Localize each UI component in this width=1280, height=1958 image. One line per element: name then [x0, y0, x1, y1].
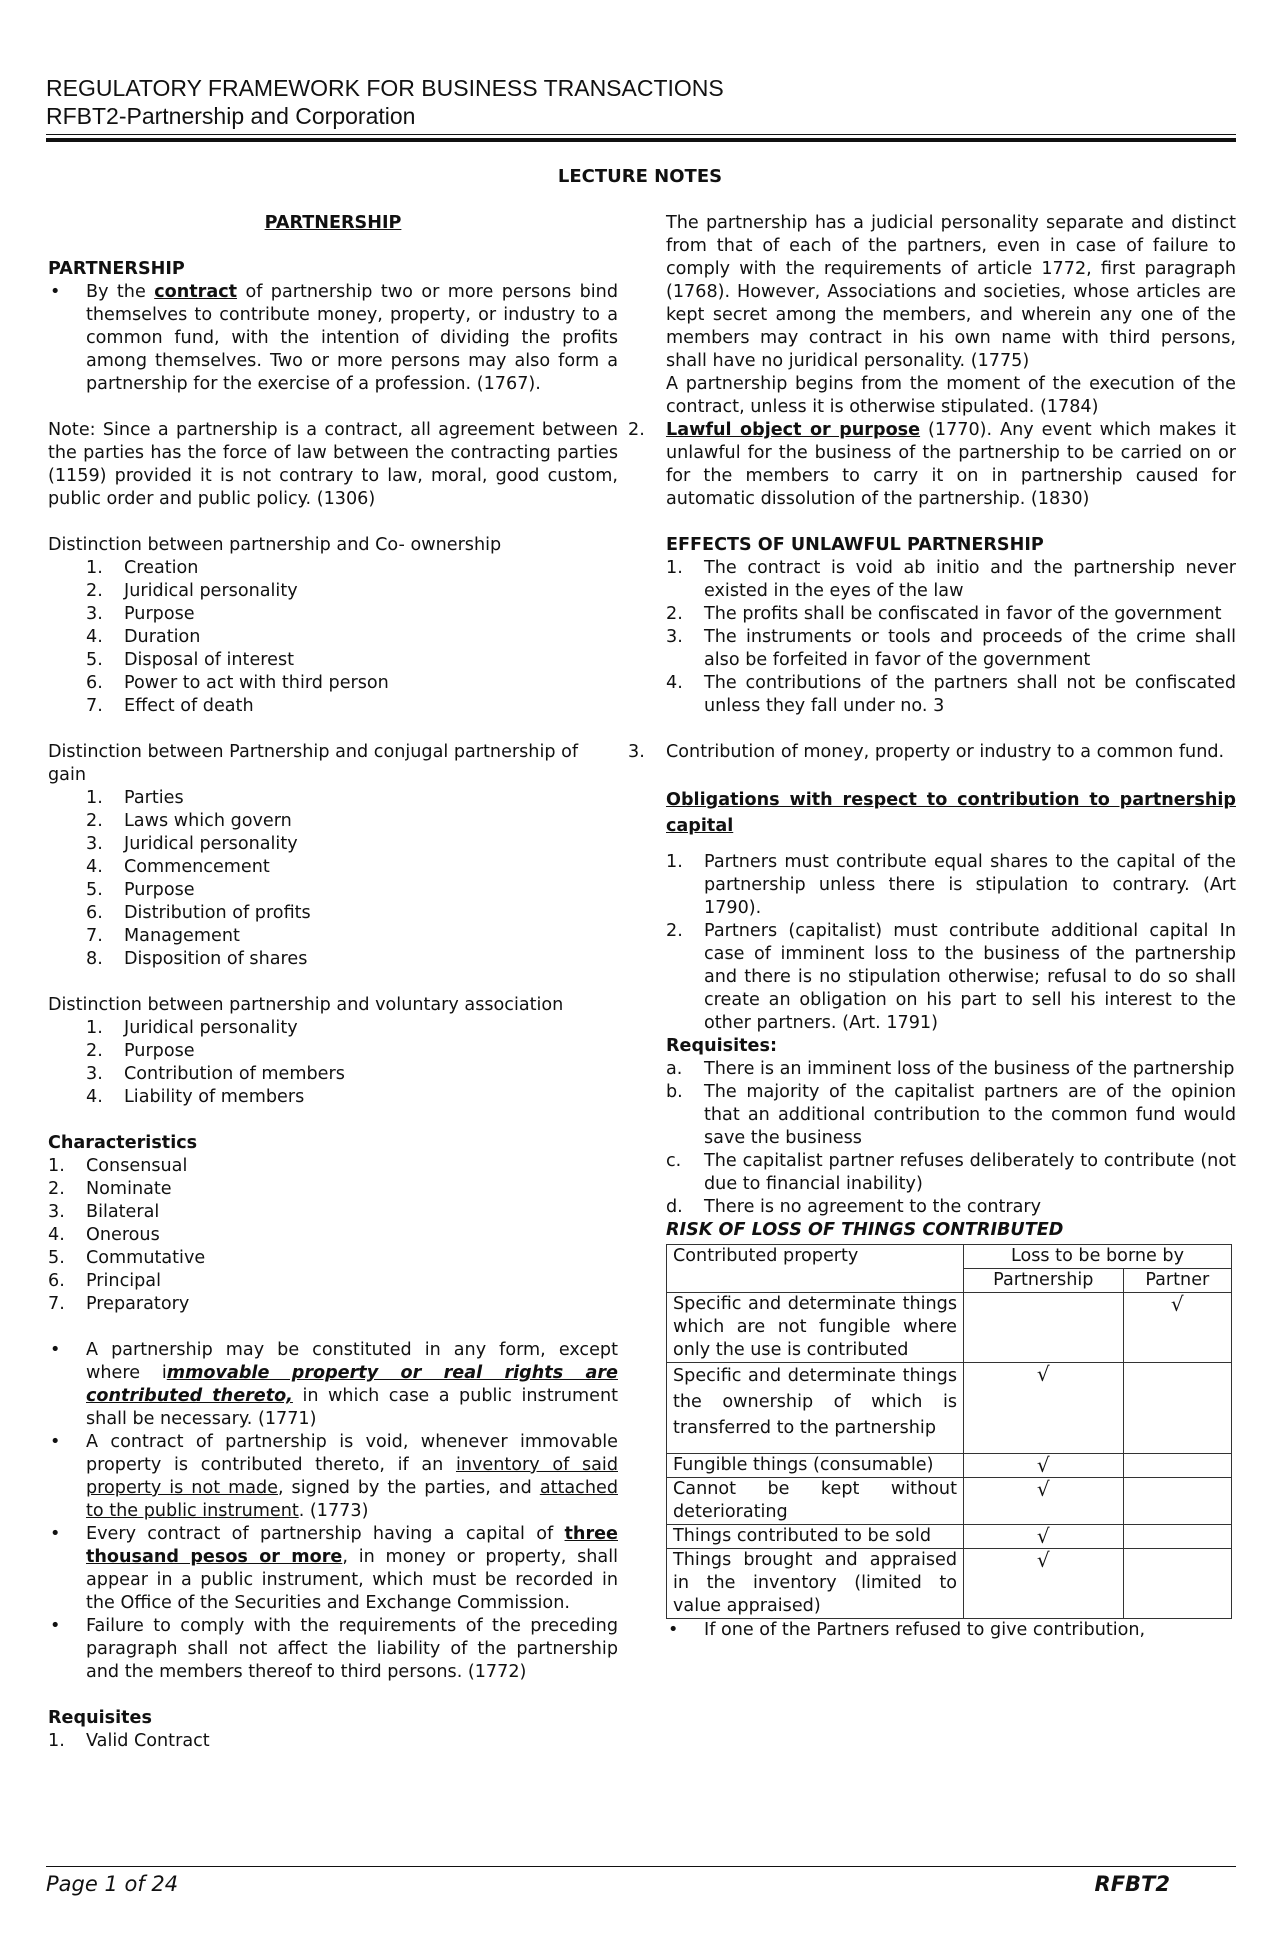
definition-bullet: • By the contract of partnership two or more persons bind themselves to contribute money, property, or industry to a common fund, with the intention of dividing the profits among themselves. Two or more persons may also form a partnership for the exercise of a profession. (1767).	[48, 281, 618, 396]
table-header-property: Contributed property	[667, 1245, 964, 1293]
voluntary-list	[48, 1017, 618, 1109]
form-rules-list	[48, 1339, 618, 1684]
list-item: 3. Bilateral	[48, 1202, 160, 1222]
list-item: 2. Partners (capitalist) must contribute additional capital In case of imminent loss to the business of the partnership and there is no stipulation otherwise; refusal to do so shall create an obligation on his part to sell his interest to the other partners. (Art. 1791)	[666, 921, 1236, 1033]
characteristics-list	[48, 1155, 618, 1316]
table-row: Cannot be kept without deteriorating √	[667, 1478, 1232, 1525]
table-row: Things brought and appraised in the inventory (limited to value appraised) √	[667, 1549, 1232, 1619]
header-divider-thin	[46, 134, 1236, 135]
list-item: b. The majority of the capitalist partners are of the opinion that an additional contribution to the common fund would save the business	[666, 1082, 1236, 1148]
table-row: Specific and determinate things the ownership of which is transferred to the partnership √	[667, 1363, 1232, 1454]
table-header-row	[667, 1245, 1232, 1269]
list-item: 7. Management	[86, 926, 240, 946]
list-item: 1. Juridical personality	[86, 1018, 298, 1038]
list-item: a. There is an imminent loss of the business of the partnership	[666, 1059, 1235, 1079]
lecture-notes-title: LECTURE NOTES	[557, 166, 723, 187]
list-item: 6. Principal	[48, 1271, 161, 1291]
list-item: 1. Creation	[86, 558, 199, 578]
table-header-partner: Partner	[1123, 1269, 1231, 1293]
page-number: Page 1 of 24	[46, 1872, 179, 1896]
check-mark	[1123, 1454, 1231, 1478]
effects-list	[666, 557, 1236, 718]
list-item: 7. Preparatory	[48, 1294, 190, 1314]
conjugal-list	[48, 787, 618, 971]
co-ownership-list	[48, 557, 618, 718]
page-header	[46, 74, 1236, 130]
list-item: 3. The instruments or tools and proceeds of the crime shall also be forfeited in favor of the government	[666, 627, 1236, 670]
list-item: 5. Commutative	[48, 1248, 206, 1268]
refusal-bullet: • If one of the Partners refused to give contribution,	[666, 1619, 1236, 1642]
list-item: 3. Purpose	[86, 604, 195, 624]
definition-list	[48, 281, 618, 396]
conjugal-heading: Distinction between Partnership and conjugal partnership of gain	[48, 742, 579, 785]
list-item: 1. The contract is void ab initio and the partnership never existed in the eyes of the law	[666, 558, 1236, 601]
list-item: 1. Consensual	[48, 1156, 188, 1176]
requisite-contribution: 3. Contribution of money, property or industry to a common fund.	[628, 742, 1225, 762]
list-item: 5. Purpose	[86, 880, 195, 900]
list-item: 5. Disposal of interest	[86, 650, 295, 670]
risk-heading: RISK OF LOSS OF THINGS CONTRIBUTED	[666, 1220, 1064, 1240]
characteristics-heading: Characteristics	[48, 1133, 198, 1153]
failure-bullet: • Failure to comply with the requirements of the preceding paragraph shall not affect the liability of the partnership and the members thereof to third persons. (1772)	[48, 1615, 618, 1684]
table-row: Specific and determinate things which are not fungible where only the use is contributed √	[667, 1293, 1232, 1363]
juridical-personality-paragraph: The partnership has a judicial personality separate and distinct from that of each of the partners, even in case of failure to comply with the requirements of article 1772, first paragraph (1768). However, Associations and societies, whose articles are kept secret among the members, and wherein any one of the members may contract in his own name with third persons, shall have no juridical personality. (1775)	[666, 213, 1236, 371]
check-mark: √	[964, 1549, 1124, 1619]
list-item: 4. Onerous	[48, 1225, 160, 1245]
obligations-list	[666, 851, 1236, 1035]
document-title: REGULATORY FRAMEWORK FOR BUSINESS TRANSACTIONS	[46, 75, 724, 101]
footer-code: RFBT2	[1094, 1872, 1170, 1896]
partnership-section-heading: PARTNERSHIP	[48, 259, 185, 279]
check-mark	[964, 1293, 1124, 1363]
list-item: d. There is no agreement to the contrary	[666, 1197, 1042, 1217]
requisites-heading: Requisites	[48, 1708, 152, 1728]
requisites-list	[48, 1730, 618, 1753]
list-item: 2. Nominate	[48, 1179, 172, 1199]
list-item: 4. Liability of members	[86, 1087, 305, 1107]
check-mark: √	[964, 1478, 1124, 1525]
effects-heading: EFFECTS OF UNLAWFUL PARTNERSHIP	[666, 535, 1044, 555]
requisite-lawful-object: 2. Lawful object or purpose (1770). Any event which makes it unlawful for the business of the partnership to be carried on or for the members to carry it on in partnership caused for automatic dissolution of the partnership. (1830)	[628, 420, 1236, 509]
co-ownership-heading: Distinction between partnership and Co- ownership	[48, 535, 502, 555]
table-header-partnership: Partnership	[964, 1269, 1124, 1293]
refusal-list	[666, 1619, 1236, 1642]
check-mark	[1123, 1549, 1231, 1619]
form-bullet: • A partnership may be constituted in any form, except where immovable property or real rights are contributed thereto, in which case a public instrument shall be necessary. (1771)	[48, 1339, 618, 1431]
list-item: c. The capitalist partner refuses deliberately to contribute (not due to financial inability)	[666, 1151, 1236, 1194]
check-mark: √	[964, 1454, 1124, 1478]
check-mark: √	[964, 1525, 1124, 1549]
obligations-heading: Obligations with respect to contribution to partnership capital	[666, 790, 1236, 836]
list-item: 1. Valid Contract	[48, 1731, 210, 1751]
table-row: Things contributed to be sold √	[667, 1525, 1232, 1549]
list-item: 2. Juridical personality	[86, 581, 298, 601]
left-column	[48, 212, 618, 1753]
list-item: 3. Contribution of members	[86, 1064, 345, 1084]
list-item: 4. The contributions of the partners shall not be confiscated unless they fall under no. 3	[666, 673, 1236, 716]
contract-keyword: contract	[154, 282, 238, 302]
voluntary-heading: Distinction between partnership and voluntary association	[48, 995, 564, 1015]
requisite-2-list	[628, 419, 1236, 511]
list-item: 7. Effect of death	[86, 696, 254, 716]
list-item: 6. Distribution of profits	[86, 903, 311, 923]
list-item: 3. Juridical personality	[86, 834, 298, 854]
footer-divider	[46, 1866, 1236, 1867]
note-paragraph: Note: Since a partnership is a contract, all agreement between the parties has the force of law between the contracting parties (1159) provided it is not contrary to law, moral, good custom, public order and public policy. (1306)	[48, 420, 618, 509]
list-item: 6. Power to act with third person	[86, 673, 389, 693]
partnership-center-heading: PARTNERSHIP	[264, 213, 402, 233]
requisites-subheading: Requisites:	[666, 1036, 777, 1056]
risk-of-loss-table	[666, 1244, 1232, 1619]
check-mark: √	[964, 1363, 1124, 1454]
check-mark: √	[1123, 1293, 1231, 1363]
list-item: 8. Disposition of shares	[86, 949, 308, 969]
list-item: 1. Partners must contribute equal shares to the capital of the partnership unless there is stipulation to contrary. (Art 1790).	[666, 852, 1236, 918]
check-mark	[1123, 1525, 1231, 1549]
list-item: 1. Parties	[86, 788, 184, 808]
list-item: 4. Commencement	[86, 857, 270, 877]
list-item: 2. Laws which govern	[86, 811, 292, 831]
capital-bullet: • Every contract of partnership having a capital of three thousand pesos or more, in money or property, shall appear in a public instrument, which must be recorded in the Office of the Securities and Exchange Commission.	[48, 1523, 618, 1615]
partnership-begins-paragraph: A partnership begins from the moment of the execution of the contract, unless it is otherwise stipulated. (1784)	[666, 374, 1236, 417]
header-divider-thick	[46, 138, 1236, 142]
requisite-3-list	[628, 741, 1236, 764]
requisites-letter-list	[666, 1058, 1236, 1219]
list-item: 2. The profits shall be confiscated in favor of the government	[666, 604, 1222, 624]
capital-keyword: three thousand pesos or more	[86, 1524, 618, 1567]
document-subtitle: RFBT2-Partnership and Corporation	[46, 103, 416, 129]
immovable-keyword: mmovable property or real rights are contributed thereto,	[86, 1363, 618, 1406]
list-item: 2. Purpose	[86, 1041, 195, 1061]
right-column	[628, 212, 1236, 1642]
table-row: Fungible things (consumable) √	[667, 1454, 1232, 1478]
list-item: 4. Duration	[86, 627, 201, 647]
void-bullet: • A contract of partnership is void, whenever immovable property is contributed thereto, if an inventory of said property is not made, signed by the parties, and attached to the public instrument. (1773)	[48, 1431, 618, 1523]
check-mark	[1123, 1478, 1231, 1525]
check-mark	[1123, 1363, 1231, 1454]
table-header-loss: Loss to be borne by	[964, 1245, 1232, 1269]
